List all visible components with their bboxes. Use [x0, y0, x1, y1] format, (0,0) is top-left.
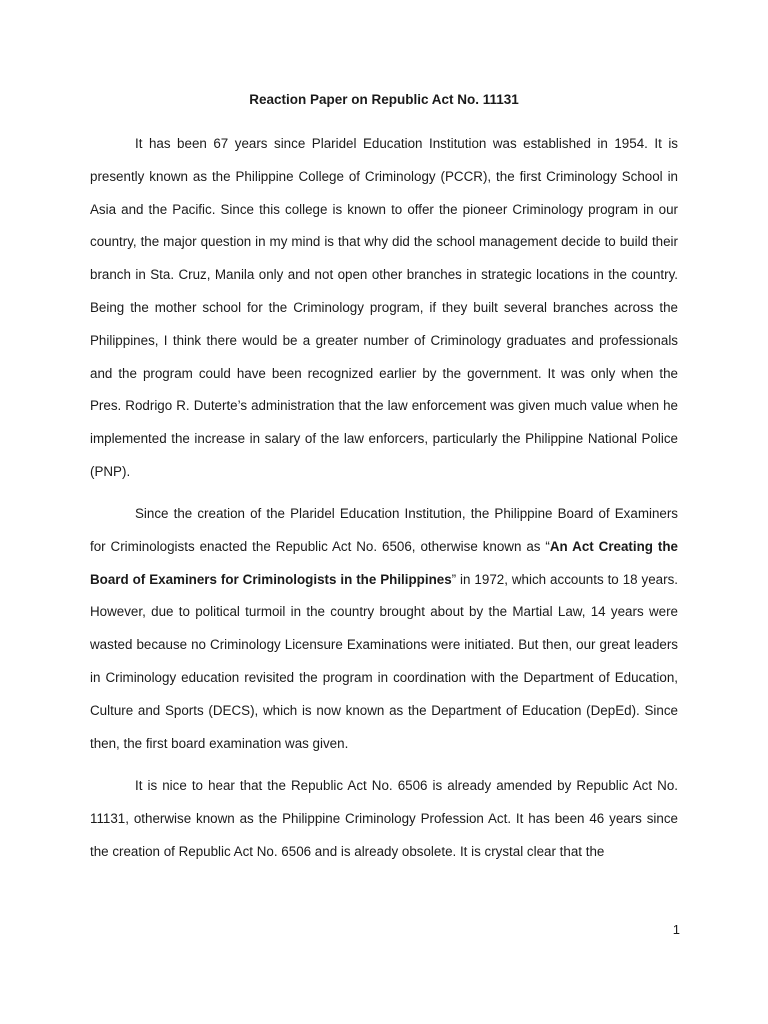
document-title: Reaction Paper on Republic Act No. 11131	[249, 92, 519, 107]
paragraph-2-text-end: ” in 1972, which accounts to 18 years. However, due to political turmoil in the country brought about by the Martial Law, 14 years were wasted because no Criminology Licensure Examinations were initiated. But then, our great leaders in Criminology education revisited the program in coordination with the Department of Education, Culture and Sports (DECS), which is now known as the Department of Education (DepEd). Since then, the first board examination was given.	[90, 571, 678, 751]
paragraph-1: It has been 67 years since Plaridel Education Institution was established in 1954. It is presently known as the Philippine College of Criminology (PCCR), the first Criminology School in Asia and the Pacific. Since this college is known to offer the pioneer Criminology program in our country, the major question in my mind is that why did the school management decide to build their branch in Sta. Cruz, Manila only and not open other branches in strategic locations in the country. Being the mother school for the Criminology program, if they built several branches across the Philippines, I think there would be a greater number of Criminology graduates and professionals and the program could have been recognized earlier by the government. It was only when the Pres. Rodrigo R. Duterte’s administration that the law enforcement was given much value when he implemented the increase in salary of the law enforcers, particularly the Philippine National Police (PNP).	[90, 136, 678, 479]
paragraph-2	[90, 498, 678, 760]
page-number: 1	[672, 922, 680, 937]
act-title-emphasis: An Act Creating the Board of Examiners for Criminologists in the Philippines	[90, 538, 678, 587]
paragraph-2-text-start: Since the creation of the Plaridel Education Institution, the Philippine Board of Examiners for Criminologists enacted the Republic Act No. 6506, otherwise known as “	[90, 506, 678, 554]
paragraph-3: It is nice to hear that the Republic Act No. 6506 is already amended by Republic Act No. 11131, otherwise known as the Philippine Criminology Profession Act. It has been 46 years since the creation of Republic Act No. 6506 and is already obsolete. It is crystal clear that the	[90, 778, 678, 859]
